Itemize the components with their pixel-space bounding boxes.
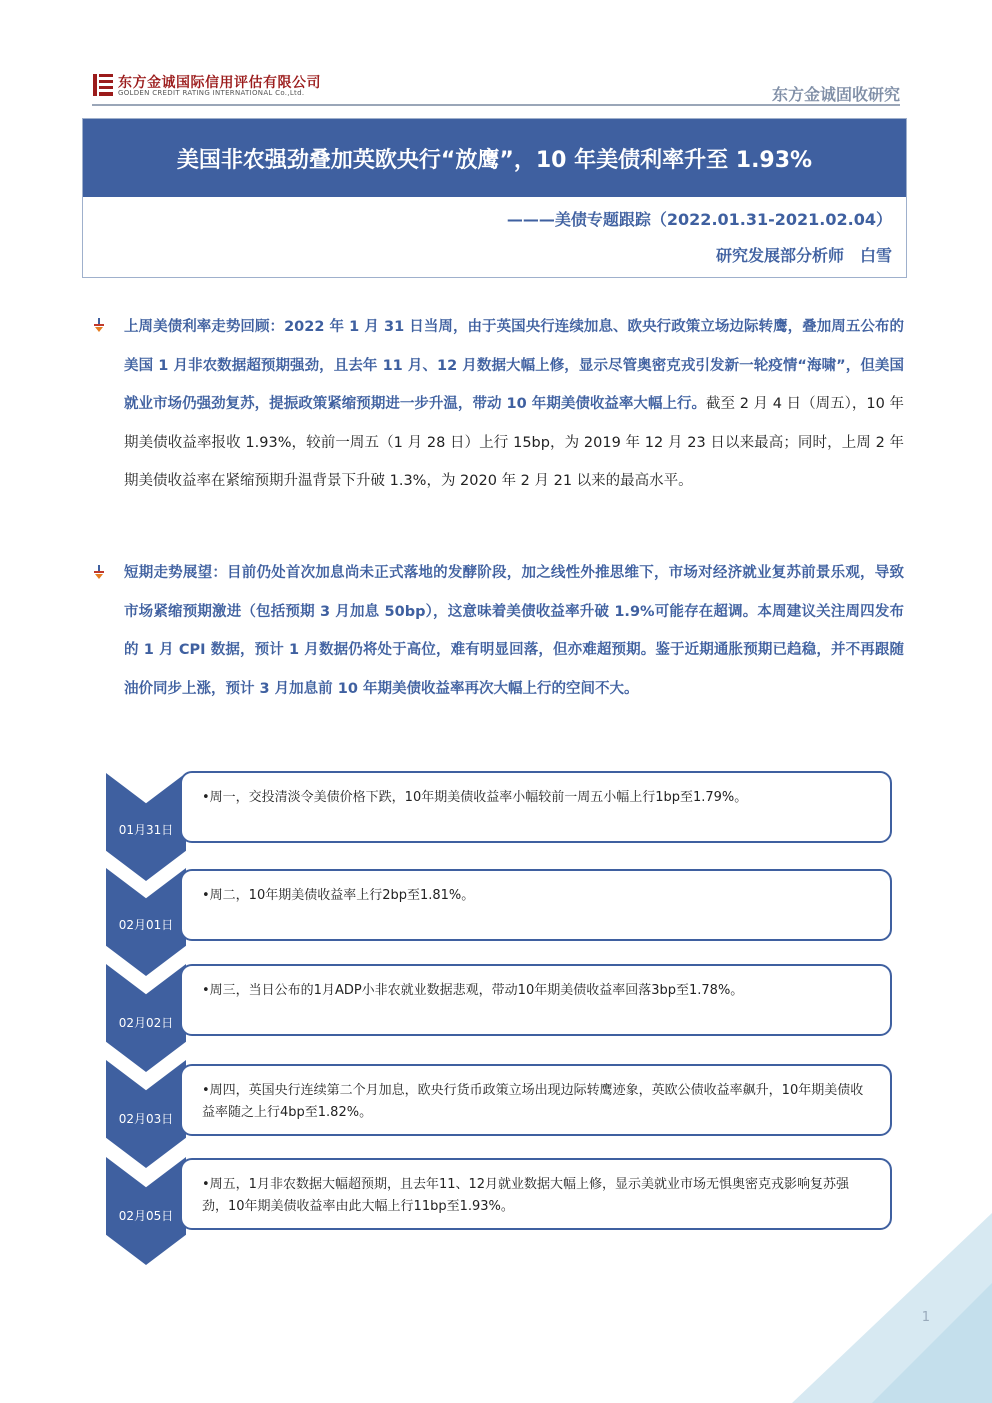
paragraph-review-lead: 上周美债利率走势回顾：2022 年 1 月 31 日当周，由于英国央行连续加息、欧央行政策立场边际转鹰，叠加周五公布的美国 1 月非农数据超预期强劲，且去年 11 月、12 月数据大幅上修，显示尽管奥密克戎引发新一轮疫情“海啸”，但美国就业市场仍强劲复苏，提振政策紧缩预期进一步升温，带动 10 年期美债收益率大幅上行。 (124, 319, 904, 412)
timeline-date: 02月02日 (118, 1016, 174, 1030)
company-logo-icon (92, 72, 114, 98)
timeline-event (180, 964, 892, 1036)
timeline-event-text: •周二，10年期美债收益率上行2bp至1.81%。 (202, 888, 475, 903)
paragraph-outlook-lead: 短期走势展望：目前仍处首次加息尚未正式落地的发酵阶段，加之线性外推思维下，市场对经济就业复苏前景乐观，导致市场紧缩预期激进（包括预期 3 月加息 50bp），这意味着美债收益率升破 1.9%可能存在超调。本周建议关注周四发布的 1 月 CPI 数据，预计 1 月数据仍将处于高位，难有明显回落，但亦难超预期。鉴于近期通胀预期已趋稳，并不再跟随油价同步上涨，预计 3 月加息前 10 年期美债收益率再次大幅上行的空间不大。 (124, 565, 904, 697)
report-author: 研究发展部分析师 白雪 (715, 246, 892, 265)
timeline-event-text: •周三，当日公布的1月ADP小非农就业数据悲观，带动10年期美债收益率回落3bp至1.78%。 (202, 983, 744, 998)
section-label: 东方金诚固收研究 (771, 85, 900, 104)
title-box (82, 118, 907, 278)
timeline-event-text: •周一，交投清淡令美债价格下跌，10年期美债收益率小幅较前一周五小幅上行1bp至1.79%。 (202, 790, 748, 805)
paragraph-outlook (124, 554, 904, 708)
paragraph-review (124, 308, 904, 501)
timeline-event (180, 771, 892, 843)
company-name-cn: 东方金诚国际信用评估有限公司 (118, 75, 321, 91)
paragraph-review-body: 截至 2 月 4 日（周五），10 年期美债收益率报收 1.93%，较前一周五（1 月 28 日）上行 15bp，为 2019 年 12 月 23 日以来最高；同时，上周 2 年期美债收益率在紧缩预期升温背景下升破 1.3%，为 2020 年 2 月 21 以来的最高水平。 (124, 396, 904, 489)
bullet-icon (92, 565, 106, 579)
timeline-event (180, 1064, 892, 1136)
timeline-date: 02月03日 (118, 1112, 174, 1126)
timeline-date: 01月31日 (118, 823, 174, 837)
company-name-en: GOLDEN CREDIT RATING INTERNATIONAL Co.,Ltd. (118, 89, 305, 97)
timeline-date: 02月05日 (118, 1209, 174, 1223)
timeline-event-text: •周五，1月非农数据大幅超预期，且去年11、12月就业数据大幅上修，显示美就业市场无惧奥密克戎影响复苏强劲，10年期美债收益率由此大幅上行11bp至1.93%。 (202, 1177, 850, 1214)
report-title: 美国非农强劲叠加英欧央行“放鹰”，10 年美债利率升至 1.93% (83, 119, 906, 197)
timeline-date: 02月01日 (118, 918, 174, 932)
page-number: 1 (921, 1310, 930, 1325)
report-subtitle: ———美债专题跟踪（2022.01.31-2021.02.04） (506, 210, 892, 229)
timeline-event (180, 869, 892, 941)
header-divider (92, 104, 900, 106)
timeline-event-text: •周四，英国央行连续第二个月加息，欧央行货币政策立场出现边际转鹰迹象，英欧公债收益率飙升，10年期美债收益率随之上行4bp至1.82%。 (202, 1083, 864, 1120)
bullet-icon (92, 318, 106, 332)
decorative-corner (752, 1173, 992, 1403)
